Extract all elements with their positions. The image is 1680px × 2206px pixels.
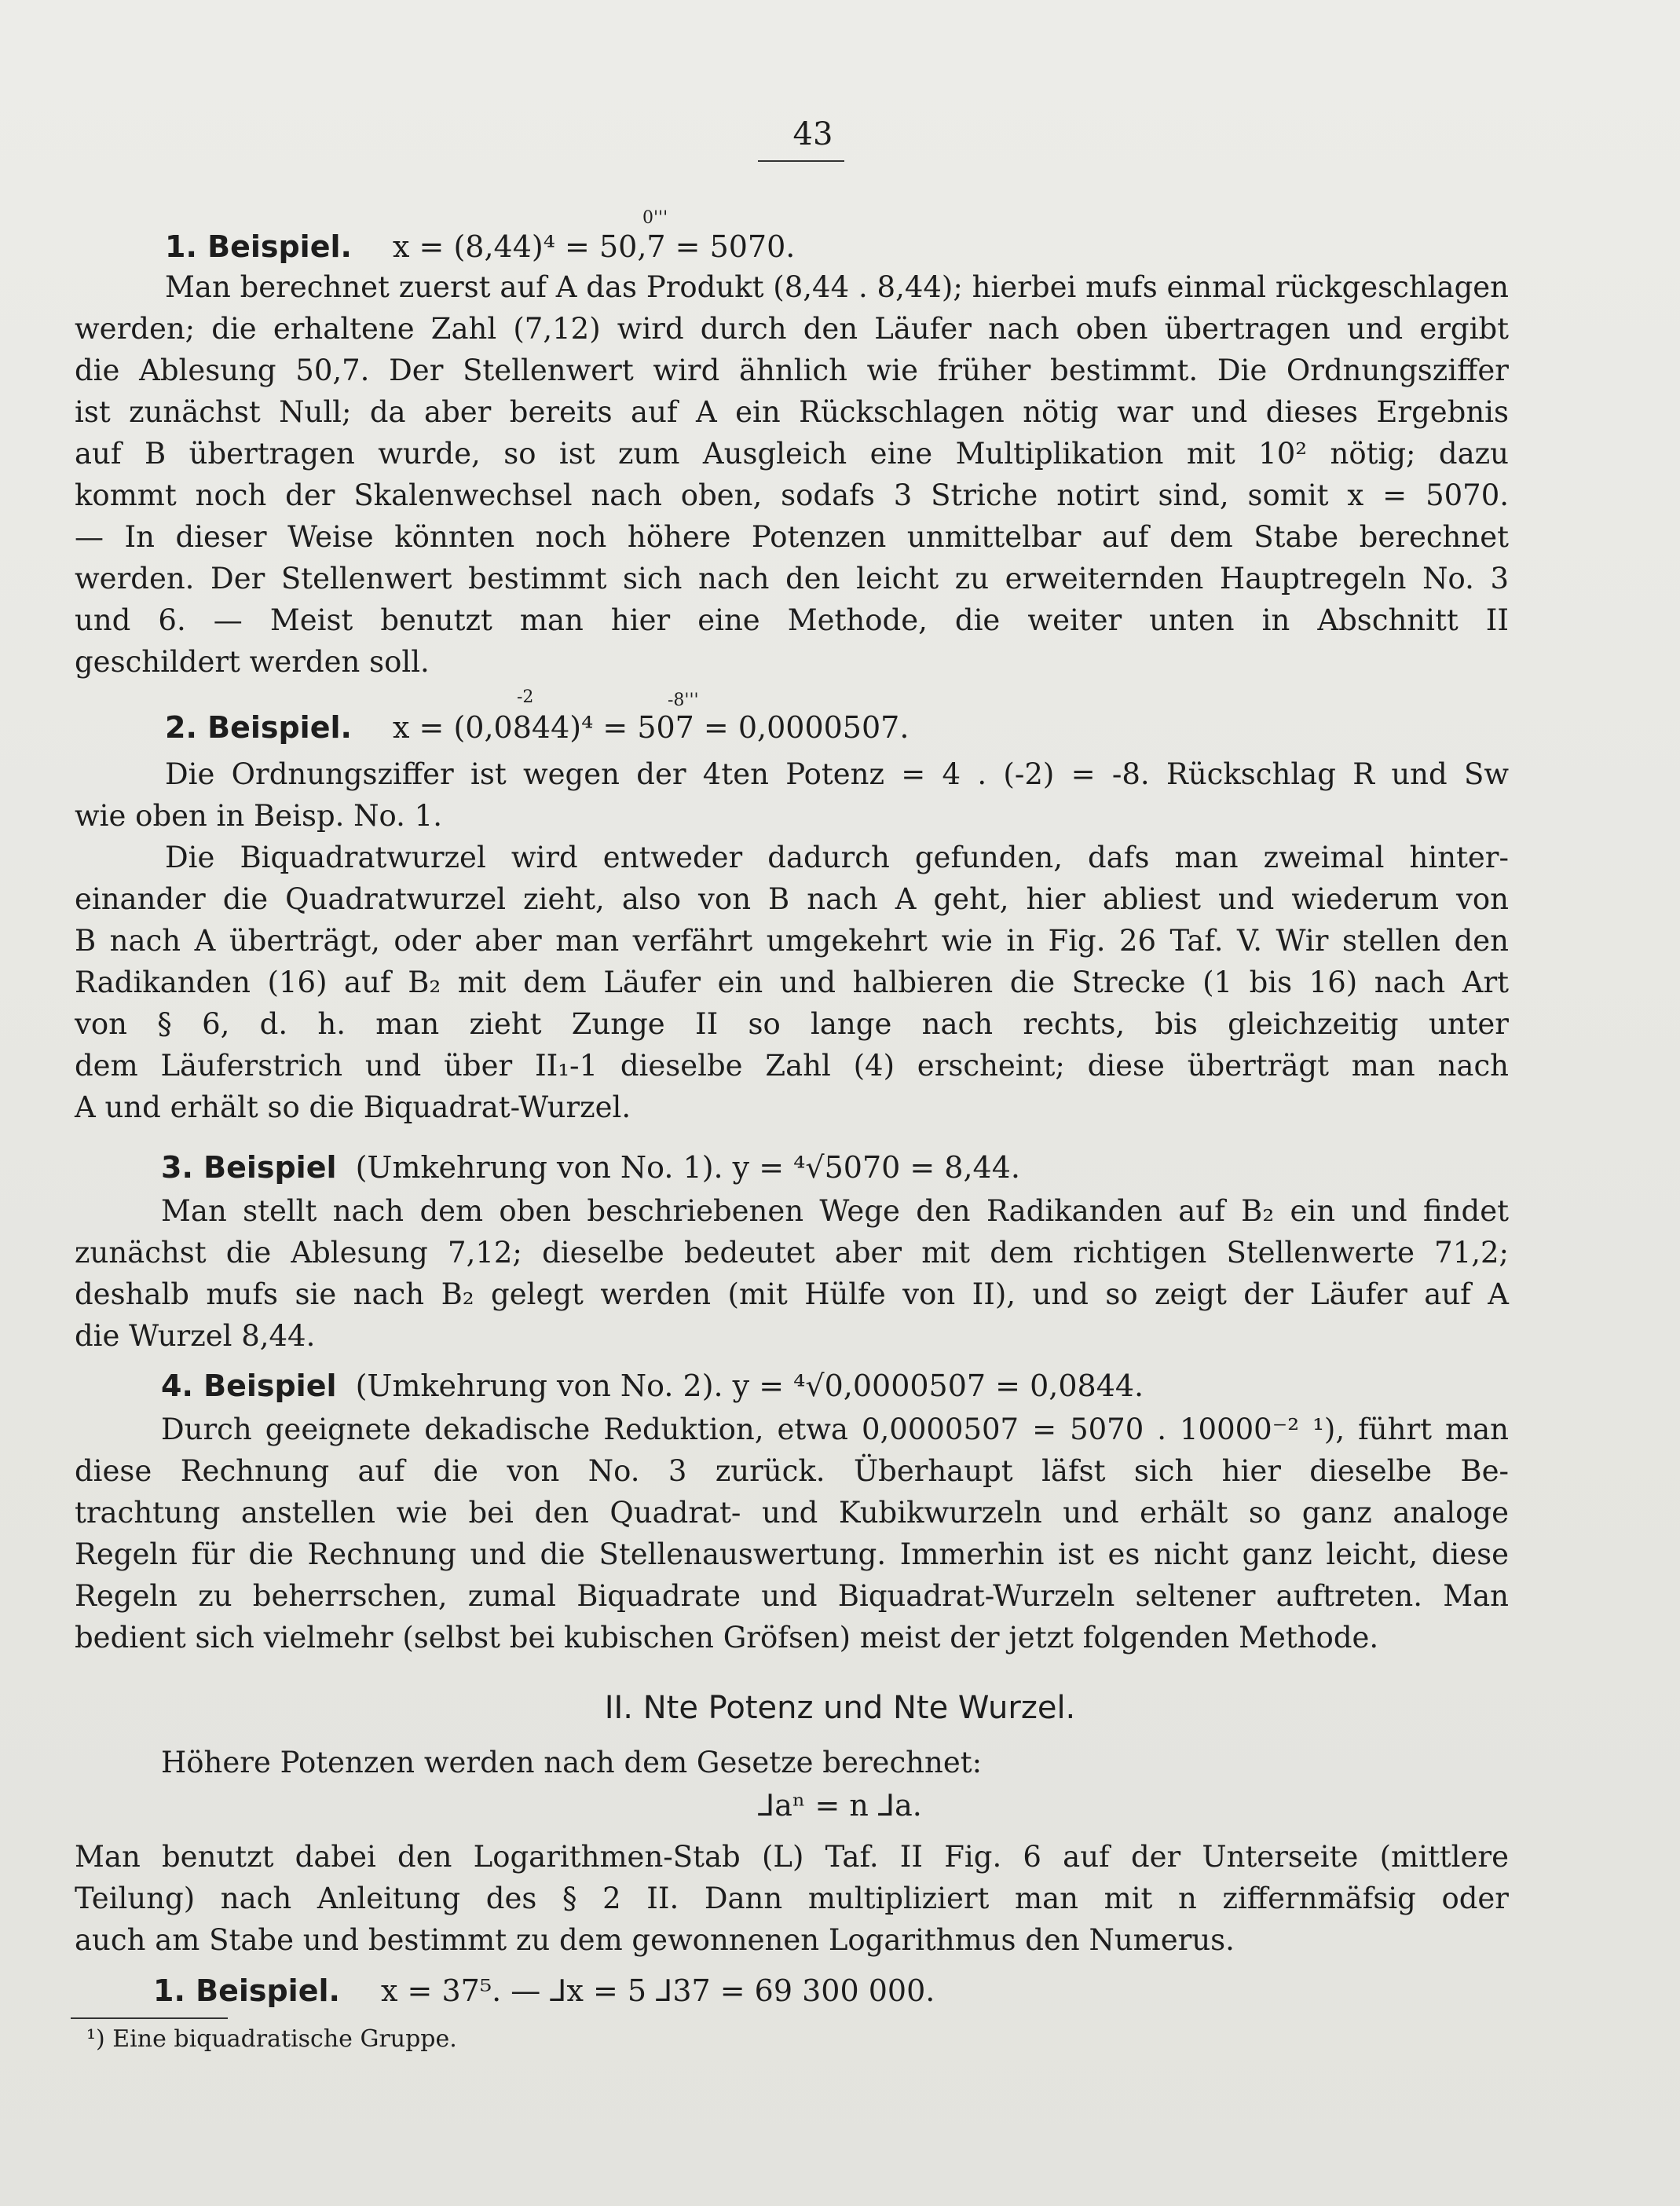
example-2-mark-2: -8''' bbox=[668, 691, 699, 710]
example-5 bbox=[153, 1970, 935, 2011]
example-3-formula: (Umkehrung von No. 1). y = ⁴√5070 = 8,44. bbox=[355, 1150, 1020, 1185]
p1-line-7: — In dieser Weise könnten noch höhere Potenzen unmittelbar auf dem Stabe berechnet bbox=[75, 520, 1509, 554]
p1-line-6: kommt noch der Skalenwechsel nach oben, sodafs 3 Striche notirt sind, somit x = 5070. bbox=[75, 478, 1509, 512]
example-4-formula: (Umkehrung von No. 2). y = ⁴√0,0000507 = 0,0844. bbox=[355, 1369, 1144, 1403]
p2-line-1: Die Ordnungsziffer ist wegen der 4ten Potenz = 4 . (-2) = -8. Rückschlag R und Sw bbox=[165, 757, 1509, 791]
p2-line-2: wie oben in Beisp. No. 1. bbox=[75, 799, 442, 833]
example-1-mark: 0''' bbox=[642, 208, 668, 228]
p7-line-2: Teilung) nach Anleitung des § 2 II. Dann multipliziert man mit n ziffernmäfsig oder bbox=[75, 1882, 1509, 1915]
example-3-label: 3. Beispiel bbox=[161, 1150, 337, 1185]
p4-line-4: die Wurzel 8,44. bbox=[75, 1319, 316, 1353]
paragraph-6: Höhere Potenzen werden nach dem Gesetze berechnet: bbox=[161, 1746, 983, 1779]
example-2-label: 2. Beispiel. bbox=[165, 710, 352, 745]
footnote: ¹) Eine biquadratische Gruppe. bbox=[86, 2025, 457, 2053]
p5-line-6: bedient sich vielmehr (selbst bei kubischen Gröfsen) meist der jetzt folgenden Methode. bbox=[75, 1621, 1379, 1654]
example-1-label: 1. Beispiel. bbox=[165, 229, 352, 264]
p5-line-4: Regeln für die Rechnung und die Stellenauswertung. Immerhin ist es nicht ganz leicht, diese bbox=[75, 1537, 1509, 1571]
p1-line-1: Man berechnet zuerst auf A das Produkt (8,44 . 8,44); hierbei mufs einmal rückgeschlagen bbox=[165, 270, 1509, 304]
page-number: 43 bbox=[792, 116, 833, 152]
p4-line-1: Man stellt nach dem oben beschriebenen Wege den Radikanden auf B₂ ein und findet bbox=[161, 1194, 1509, 1228]
p3-line-5: von § 6, d. h. man zieht Zunge II so lange nach rechts, bis gleichzeitig unter bbox=[75, 1007, 1509, 1041]
footnote-rule bbox=[71, 2017, 228, 2019]
page-number-rule bbox=[758, 160, 844, 162]
example-2 bbox=[165, 707, 909, 748]
p1-line-8: werden. Der Stellenwert bestimmt sich nach den leicht zu erweiternden Hauptregeln No. 3 bbox=[75, 562, 1509, 595]
example-2-formula: x = (0,0844)⁴ = 507 = 0,0000507. bbox=[393, 710, 910, 745]
p1-line-10: geschildert werden soll. bbox=[75, 645, 430, 679]
example-5-formula: x = 37⁵. — ⅃x = 5 ⅃37 = 69 300 000. bbox=[381, 1973, 935, 2008]
example-4-label: 4. Beispiel bbox=[161, 1369, 337, 1403]
p1-line-4: ist zunächst Null; da aber bereits auf A ein Rückschlagen nötig war und dieses Ergebnis bbox=[75, 395, 1509, 429]
p5-line-5: Regeln zu beherrschen, zumal Biquadrate und Biquadrat-Wurzeln seltener auftreten. Man bbox=[75, 1579, 1509, 1613]
p5-line-1: Durch geeignete dekadische Reduktion, etwa 0,0000507 = 5070 . 10000⁻² ¹), führt man bbox=[161, 1413, 1509, 1446]
law-formula: ⅃aⁿ = n ⅃a. bbox=[758, 1788, 922, 1823]
example-2-mark-1: -2 bbox=[517, 687, 534, 707]
p1-line-3: die Ablesung 50,7. Der Stellenwert wird ähnlich wie früher bestimmt. Die Ordnungsziffer bbox=[75, 354, 1509, 387]
p5-line-3: trachtung anstellen wie bei den Quadrat- und Kubikwurzeln und erhält so ganz analoge bbox=[75, 1496, 1509, 1530]
p3-line-1: Die Biquadratwurzel wird entweder dadurch gefunden, dafs man zweimal hinter- bbox=[165, 841, 1509, 874]
example-1-formula: x = (8,44)⁴ = 50,7 = 5070. bbox=[393, 229, 796, 264]
p3-line-2: einander die Quadratwurzel zieht, also von B nach A geht, hier abliest und wiederum von bbox=[75, 882, 1509, 916]
p3-line-4: Radikanden (16) auf B₂ mit dem Läufer ein und halbieren die Strecke (1 bis 16) nach Art bbox=[75, 966, 1509, 999]
example-5-label: 1. Beispiel. bbox=[153, 1973, 340, 2008]
p4-line-2: zunächst die Ablesung 7,12; dieselbe bedeutet aber mit dem richtigen Stellenwerte 71,2; bbox=[75, 1236, 1509, 1270]
p3-line-6: dem Läuferstrich und über II₁-1 dieselbe Zahl (4) erscheint; diese überträgt man nach bbox=[75, 1049, 1509, 1083]
example-1 bbox=[165, 226, 795, 267]
p3-line-7: A und erhält so die Biquadrat-Wurzel. bbox=[75, 1090, 631, 1124]
p1-line-9: und 6. — Meist benutzt man hier eine Methode, die weiter unten in Abschnitt II bbox=[75, 603, 1509, 637]
example-3 bbox=[161, 1147, 1020, 1188]
p4-line-3: deshalb mufs sie nach B₂ gelegt werden (mit Hülfe von II), und so zeigt der Läufer auf A bbox=[75, 1277, 1509, 1311]
p7-line-3: auch am Stabe und bestimmt zu dem gewonnenen Logarithmus den Numerus. bbox=[75, 1923, 1235, 1957]
p3-line-3: B nach A überträgt, oder aber man verfährt umgekehrt wie in Fig. 26 Taf. V. Wir stellen den bbox=[75, 924, 1509, 958]
section-heading: II. Nte Potenz und Nte Wurzel. bbox=[604, 1690, 1076, 1726]
p7-line-1: Man benutzt dabei den Logarithmen-Stab (L) Taf. II Fig. 6 auf der Unterseite (mittlere bbox=[75, 1840, 1509, 1874]
p5-line-2: diese Rechnung auf die von No. 3 zurück. Überhaupt läfst sich hier dieselbe Be- bbox=[75, 1454, 1509, 1488]
p1-line-5: auf B übertragen wurde, so ist zum Ausgleich eine Multiplikation mit 10² nötig; dazu bbox=[75, 437, 1509, 471]
p1-line-2: werden; die erhaltene Zahl (7,12) wird durch den Läufer nach oben übertragen und ergibt bbox=[75, 312, 1509, 346]
example-4 bbox=[161, 1365, 1144, 1406]
